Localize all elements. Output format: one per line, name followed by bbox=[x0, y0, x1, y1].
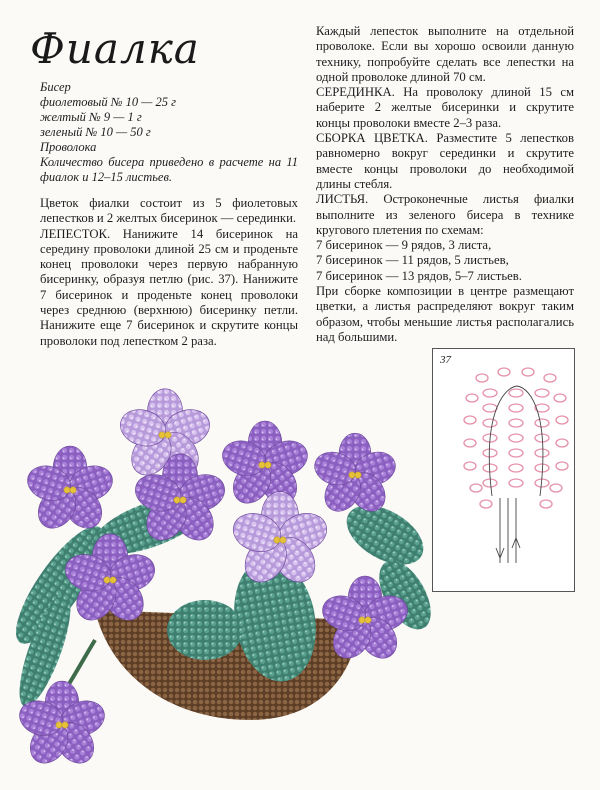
beaded-violet-photo bbox=[0, 375, 450, 790]
beaded-flower bbox=[23, 446, 117, 535]
center-paragraph: СЕРЕДИНКА. На проволоку длиной 15 см наберите 2 желтые бисеринки и скрутите концы проволоки вместе 2–3 раза. bbox=[316, 85, 574, 130]
beaded-flower bbox=[218, 421, 312, 510]
page-title: Фиалка bbox=[30, 24, 200, 73]
paragraph: Каждый лепесток выполните на отдельной проволоке. Если вы хорошо освоили данную технику, попробуйте сделать все лепестки на одной проволоке длиной 70 см. bbox=[316, 24, 574, 84]
assembly-paragraph: СБОРКА ЦВЕТКА. Разместите 5 лепестков равномерно вокруг серединки и скрутите вместе концы проволоки до необходимой длины стебля. bbox=[316, 131, 574, 191]
left-column bbox=[40, 196, 298, 349]
beaded-flower bbox=[310, 433, 399, 518]
right-column bbox=[316, 24, 574, 345]
materials-list bbox=[40, 80, 298, 185]
intro-paragraph: Цветок фиалки состоит из 5 фиолетовых лепестков и 2 желтых бисеринок — серединки. bbox=[40, 196, 298, 226]
petal-weaving-diagram bbox=[432, 348, 575, 592]
leaf-scheme-item: 7 бисеринок — 13 рядов, 5–7 листьев. bbox=[316, 268, 522, 283]
figure-number: 37 bbox=[440, 354, 451, 366]
leaf-scheme-item: 7 бисеринок — 11 рядов, 5 листьев, bbox=[316, 253, 509, 268]
composition-paragraph: При сборке композиции в центре размещают цветки, а листья распределяют вокруг таким образом, чтобы меньшие листья располагались над большими. bbox=[316, 284, 574, 344]
petal-paragraph: ЛЕПЕСТОК. Нанижите 14 бисеринок на середину проволоки длиной 25 см и проденьте конец проволоки через первую набранную бисеринку, образуя петлю (рис. 37). Нанижите 7 бисеринок и проденьте конец проволоки через среднюю (верхнюю) бисеринку петли. Нанижите еще 7 бисеринок и скрутите концы проволоки под лепестком 2 раза. bbox=[40, 226, 298, 348]
materials-heading: Бисер bbox=[40, 80, 71, 94]
leaf-scheme-item: 7 бисеринок — 9 рядов, 3 листа, bbox=[316, 238, 492, 253]
material-item: Проволока bbox=[40, 140, 97, 154]
material-item: желтый № 9 — 1 г bbox=[40, 110, 142, 124]
leaves-paragraph: ЛИСТЬЯ. Остроконечные листья фиалки выполните из зеленого бисера в технике кругового плетения по схемам: bbox=[316, 192, 574, 237]
materials-note: Количество бисера приведено в расчете на 11 фиалок и 12–15 листьев. bbox=[40, 155, 298, 184]
material-item: фиолетовый № 10 — 25 г bbox=[40, 95, 177, 109]
material-item: зеленый № 10 — 50 г bbox=[40, 125, 151, 139]
